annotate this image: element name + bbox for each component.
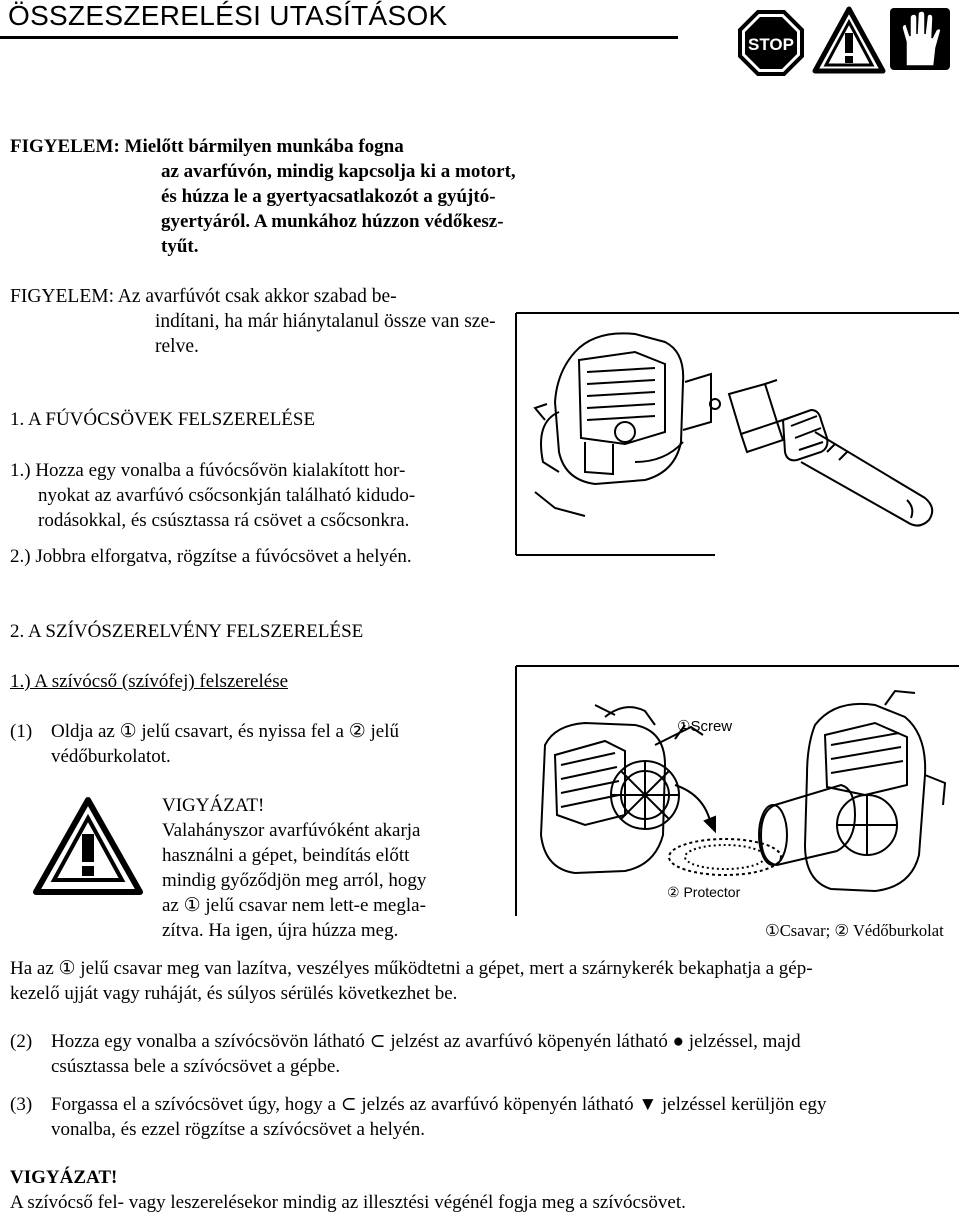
caution-line: az ① jelű csavar nem lett-e megla- [162, 895, 426, 916]
section-2-step-3 [51, 1092, 826, 1142]
warning-1-line: gyertyáról. A munkához húzzon védőkesz- [161, 211, 504, 232]
warning-2-line: relve. [155, 336, 199, 357]
warning-2-line: FIGYELEM: Az avarfúvót csak akkor szabad be- [10, 286, 397, 307]
caution-title: VIGYÁZAT! [162, 795, 265, 816]
final-caution-text: A szívócső fel- vagy leszerelésekor mindig az illesztési végénél fogja meg a szívócsövet. [10, 1192, 686, 1213]
warning-2 [10, 284, 496, 359]
section-1-step-1-line: nyokat az avarfúvó csőcsonkján található kidudo- [38, 485, 416, 506]
section-1-step-1 [10, 458, 415, 533]
section-2-step-3-number: (3) [10, 1094, 33, 1115]
final-caution-title: VIGYÁZAT! [10, 1167, 118, 1188]
glove-icon [888, 6, 952, 72]
section-1-step-1-line: 1.) Hozza egy vonalba a fúvócsővön kialakított hor- [10, 460, 406, 481]
screw-paragraph [10, 956, 813, 1006]
page-title: ÖSSZESZERELÉSI UTASÍTÁSOK [8, 0, 448, 31]
screw-paragraph-line: kezelő ujját vagy ruháját, és súlyos sérülés következhet be. [10, 983, 458, 1004]
blower-tube-figure [515, 312, 960, 556]
caution-warning-icon [32, 796, 144, 896]
warning-2-line: indítani, ha már hiánytalanul össze van sze- [155, 311, 496, 332]
stop-sign-icon [738, 10, 804, 76]
title-underline [0, 36, 678, 39]
warning-1-line: az avarfúvón, mindig kapcsolja ki a motort, [161, 161, 516, 182]
section-2-step-2-line: Hozza egy vonalba a szívócsövön látható ⊂ jelzést az avarfúvó köpenyén látható ● jelzéssel, majd [51, 1031, 801, 1052]
caution-line: Valahányszor avarfúvóként akarja [162, 820, 421, 841]
section-2-subheading: 1.) A szívócső (szívófej) felszerelése [10, 671, 289, 692]
section-2-step-2 [51, 1029, 801, 1079]
warning-1-line: és húzza le a gyertyacsatlakozót a gyújtó- [161, 186, 496, 207]
section-1-step-2: 2.) Jobbra elforgatva, rögzítse a fúvócsövet a helyén. [10, 546, 412, 567]
warning-1-line: tyűt. [161, 236, 199, 257]
section-2-step-2-line: csúsztassa bele a szívócsövet a gépbe. [51, 1056, 341, 1077]
warning-triangle-icon [812, 6, 886, 74]
section-1-heading: 1. A FÚVÓCSÖVEK FELSZERELÉSE [10, 409, 316, 430]
figure-caption: ①Csavar; ② Védőburkolat [765, 921, 944, 940]
section-2-step-1-line: Oldja az ① jelű csavart, és nyissa fel a ② jelű [51, 721, 399, 742]
section-2-step-3-line: vonalba, és ezzel rögzítse a szívócsövet a helyén. [51, 1119, 426, 1140]
caution-line: mindig győződjön meg arról, hogy [162, 870, 427, 891]
section-2-step-1-number: (1) [10, 721, 33, 742]
stop-sign-text: STOP [748, 35, 794, 54]
section-2-step-3-line: Forgassa el a szívócsövet úgy, hogy a ⊂ jelzés az avarfúvó köpenyén látható ▼ jelzéssel kerüljön egy [51, 1094, 827, 1115]
caution-box [162, 793, 426, 943]
screw-label: ①Screw [677, 718, 733, 735]
warning-1-line: FIGYELEM: Mielőtt bármilyen munkába fogna [10, 136, 404, 157]
section-2-heading: 2. A SZÍVÓSZERELVÉNY FELSZERELÉSE [10, 621, 364, 642]
section-2-step-2-number: (2) [10, 1031, 33, 1052]
caution-line: zítva. Ha igen, újra húzza meg. [162, 920, 399, 941]
section-2-step-1 [51, 719, 399, 769]
screw-paragraph-line: Ha az ① jelű csavar meg van lazítva, veszélyes működtetni a gépet, mert a szárnykerék bekaphatja a gép- [10, 958, 813, 979]
section-1-step-1-line: rodásokkal, és csúsztassa rá csövet a csőcsonkra. [38, 510, 410, 531]
section-2-step-1-line: védőburkolatot. [51, 746, 171, 767]
caution-line: használni a gépet, beindítás előtt [162, 845, 410, 866]
screw-protector-figure [515, 665, 960, 917]
protector-label: ② Protector [667, 884, 741, 900]
warning-1 [10, 134, 516, 259]
